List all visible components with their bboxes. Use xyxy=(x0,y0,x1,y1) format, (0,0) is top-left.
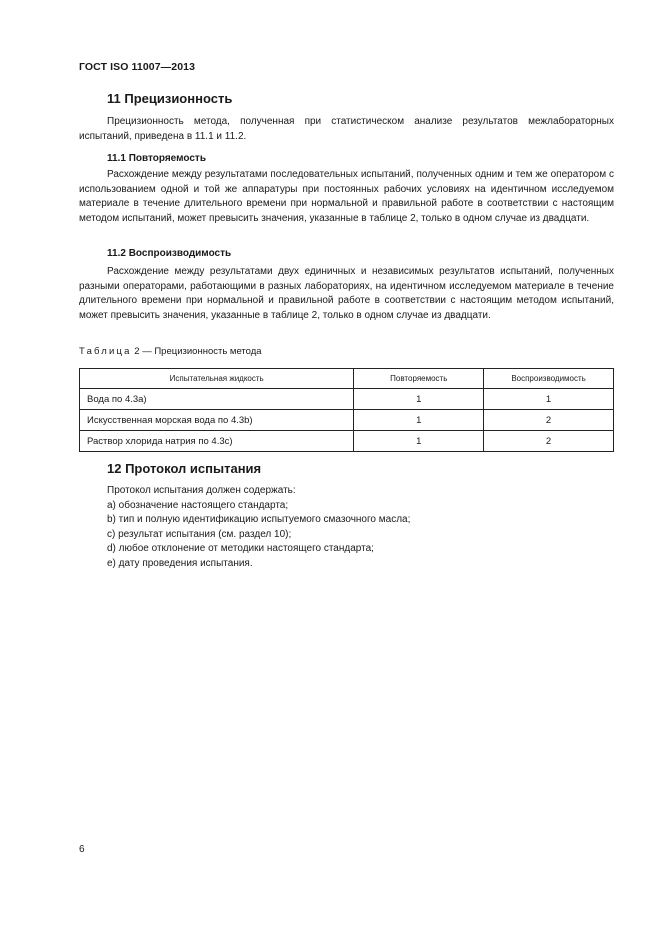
table-row xyxy=(80,410,614,431)
repeatability-cell: 1 xyxy=(354,410,484,431)
reproducibility-cell: 2 xyxy=(484,410,614,431)
section-11-intro: Прецизионность метода, полученная при статистическом анализе результатов межлабораторных испытаний, приведена в 11.1 и 11.2. xyxy=(79,116,614,142)
fluid-cell: Искусственная морская вода по 4.3b) xyxy=(80,410,354,431)
column-header-fluid: Испытательная жидкость xyxy=(80,369,354,389)
reproducibility-cell: 2 xyxy=(484,431,614,452)
list-item: c) результат испытания (см. раздел 10); xyxy=(107,528,292,540)
table-row xyxy=(80,389,614,410)
section-12-title: 12 Протокол испытания xyxy=(107,461,262,476)
list-intro: Протокол испытания должен содержать: xyxy=(107,485,296,496)
column-header-repeatability: Повторяемость xyxy=(354,369,484,389)
table-caption xyxy=(79,346,262,357)
list-item: a) обозначение настоящего стандарта; xyxy=(107,499,289,511)
list-item: d) любое отклонение от методики настоящего стандарта; xyxy=(107,543,374,554)
report-requirements-list xyxy=(107,484,410,571)
fluid-cell: Вода по 4.3а) xyxy=(80,389,354,410)
reproducibility-cell: 1 xyxy=(484,389,614,410)
repeatability-cell: 1 xyxy=(354,431,484,452)
table-caption-label: Таблица xyxy=(79,346,132,357)
list-item: e) дату проведения испытания. xyxy=(107,557,253,569)
column-header-reproducibility: Воспроизводимость xyxy=(484,369,614,389)
section-11-2-text: Расхождение между результатами двух единичных и независимых результатов испытаний, полученных разными операторами, работающими в разных лабораториях, на идентичном исследуемом материале в течение длительного времени при нормальной и правильной работе в соответствии с настоящим методом испытаний, может превысить значения, указанные в таблице 2, только в одном случае из двадцати. xyxy=(79,266,614,321)
precision-table xyxy=(79,368,614,452)
fluid-cell: Раствор хлорида натрия по 4.3с) xyxy=(80,431,354,452)
section-11-2-title: 11.2 Воспроизводимость xyxy=(107,248,232,259)
section-11-title: 11 Прецизионность xyxy=(107,91,233,106)
page-number: 6 xyxy=(79,844,85,855)
table-header-row xyxy=(80,369,614,389)
table-row xyxy=(80,431,614,452)
section-11-1-title: 11.1 Повторяемость xyxy=(107,153,206,164)
table-caption-text: 2 — Прецизионность метода xyxy=(134,346,262,357)
section-11-1-text: Расхождение между результатами последовательных испытаний, полученных одним и тем же оператором с использованием одной и той же аппаратуры при постоянных рабочих условиях на идентичном исследуемом материале в течение длительного времени при нормальной и правильной работе в соответствии с настоящим методом испытаний, может превысить значения, указанные в таблице 2, только в одном случае из двадцати. xyxy=(79,169,614,224)
list-item: b) тип и полную идентификацию испытуемого смазочного масла; xyxy=(107,514,411,525)
repeatability-cell: 1 xyxy=(354,389,484,410)
document-header: ГОСТ ISO 11007—2013 xyxy=(79,61,196,73)
